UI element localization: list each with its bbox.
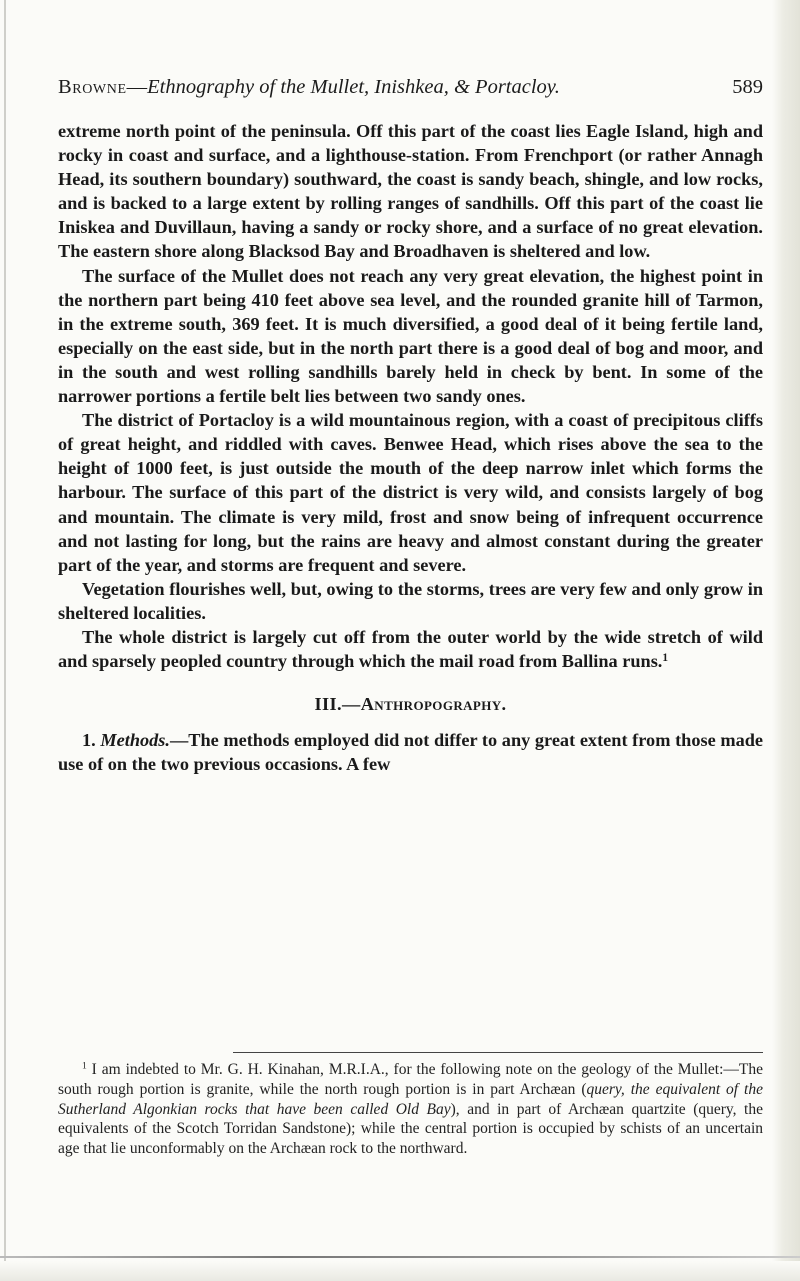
running-header	[58, 76, 763, 99]
section-numeral: III.	[314, 694, 342, 715]
paragraph: The district of Portacloy is a wild mountainous region, with a coast of precipitous cliffs of great height, and riddled with caves. Benwee Head, which rises above the sea to the height of 1000 feet, is just outside the mouth of the deep narrow inlet which forms the harbour. The surface of this part of the district is very wild, and consists largely of bog and mountain. The climate is very mild, frost and snow being of infrequent occurrence and not lasting for long, but the rains are heavy and almost constant during the greater part of the year, and storms are frequent and severe.	[58, 410, 763, 575]
header-title: Ethnography of the Mullet, Inishkea, & Portacloy.	[147, 76, 560, 98]
methods-label: Methods.	[100, 730, 170, 751]
page-number: 589	[732, 76, 763, 98]
footnote-paragraph	[58, 1060, 763, 1159]
footnote-text-italic: query, the equivalent of the Sutherland Algonkian rocks that have been called Old Bay	[58, 1080, 763, 1118]
page-left-edge	[4, 0, 6, 1262]
page-right-edge	[772, 0, 800, 1281]
main-text	[58, 119, 763, 776]
header-author: Browne	[58, 76, 127, 98]
paragraph-text: The whole district is largely cut off from the outer world by the wide stretch of wild and sparsely peopled country through which the mail road from Ballina runs.	[58, 626, 763, 672]
section-heading	[58, 692, 763, 716]
footnote-reference: 1	[662, 651, 669, 664]
header-dash: —	[126, 76, 148, 98]
paragraph: extreme north point of the peninsula. Off this part of the coast lies Eagle Island, high and rocky in coast and surface, and a lighthouse-station. From Frenchport (or rather Annagh Head, its southern boundary) southward, the coast is sandy beach, shingle, and low rocks, and is backed to a large extent by rolling ranges of sandhills. Off this part of the coast lie Iniskea and Duvillaun, having a sandy or rocky shore, and a surface of no great elevation. The eastern shore along Blacksod Bay and Broadhaven is sheltered and low.	[58, 121, 763, 262]
section-title: Anthropography.	[360, 694, 507, 715]
paragraph: Vegetation flourishes well, but, owing to the storms, trees are very few and only grow in sheltered localities.	[58, 578, 763, 623]
methods-paragraph	[58, 728, 763, 776]
footnote-text-start: I am indebted to Mr. G. H. Kinahan, M.R.I.A., for the following note on the geology of the Mullet:—The south rough portion is granite, while the north rough portion is in part Archæan (	[58, 1061, 763, 1098]
paragraph-with-note	[58, 625, 763, 673]
methods-text: —The methods employed did not differ to any great extent from those made use of on the two previous occasions. A few	[58, 730, 763, 775]
methods-number: 1.	[82, 730, 96, 751]
bottom-shadow-line	[0, 1256, 800, 1258]
footnote-marker: 1	[82, 1060, 87, 1072]
footnote-rule	[233, 1052, 763, 1053]
footnote-text-end: ), and in part of Archæan quartzite (query, the equivalents of the Scotch Torridan Sandstone); while the central portion is occupied by schists of an uncertain age that lie unconformably on the Archæan rock to the northward.	[58, 1100, 763, 1158]
page-bottom-edge	[0, 1261, 800, 1281]
footnote	[58, 1060, 763, 1159]
paragraph: The surface of the Mullet does not reach any very great elevation, the highest point in the northern part being 410 feet above sea level, and the rounded granite hill of Tarmon, in the extreme south, 369 feet. It is much diversified, a good deal of it being fertile land, especially on the east side, but in the north part there is a good deal of bog and moor, and in the south and west rolling sandhills barely held in check by bent. In some of the narrower portions a fertile belt lies between two sandy ones.	[58, 265, 763, 407]
section-dash: —	[342, 694, 361, 715]
